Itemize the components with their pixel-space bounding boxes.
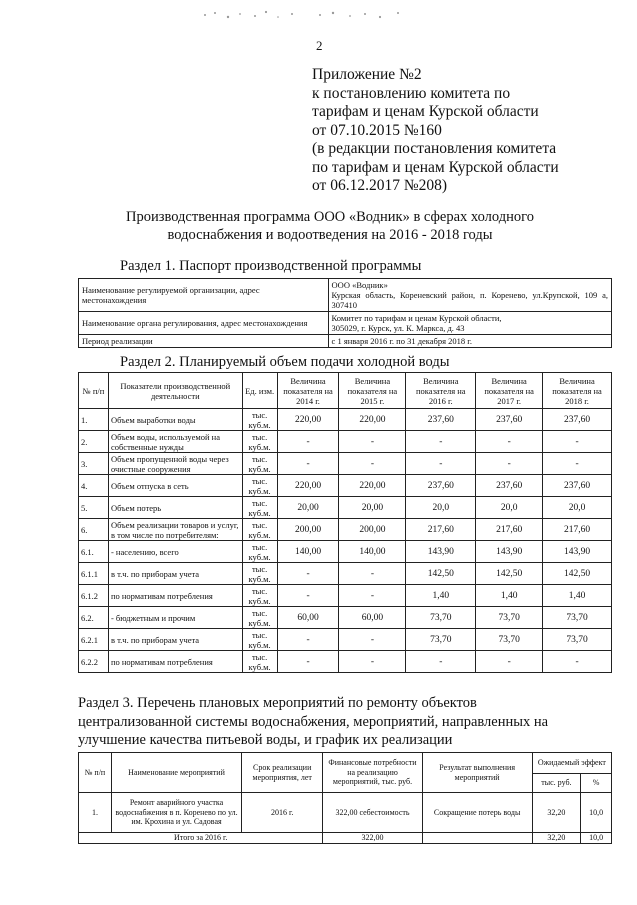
cell-finance: 322,00 себестоимость (323, 793, 422, 833)
cell-value: 140,00 (277, 541, 339, 563)
total-rub: 32,20 (532, 833, 580, 844)
col-header: Срок реализации мероприятия, лет (241, 753, 322, 793)
cell-num: 6.2.1 (79, 629, 109, 651)
cell-value: 143,90 (476, 541, 543, 563)
col-header: Величина показателя на 2017 г. (476, 373, 543, 409)
cell-num: 2. (79, 431, 109, 453)
cell-result: Сокращение потерь воды (422, 793, 532, 833)
cell-num: 6.1.2 (79, 585, 109, 607)
passport-label: Наименование органа регулирования, адрес местонахождения (79, 312, 329, 335)
table-row (79, 793, 612, 833)
cell-effect-rub: 32,20 (532, 793, 580, 833)
cell-indicator: Объем потерь (108, 497, 242, 519)
appendix-line: (в редакции постановления комитета (312, 140, 557, 157)
cell-indicator: Объем отпуска в сеть (108, 475, 242, 497)
cell-value: 142,50 (476, 563, 543, 585)
table-row (79, 497, 612, 519)
cell-value: - (406, 651, 476, 673)
table-row (79, 475, 612, 497)
col-header: Показатели производственной деятельности (108, 373, 242, 409)
table-row (79, 312, 612, 335)
table-row (79, 629, 612, 651)
cell-effect-pct: 10,0 (581, 793, 612, 833)
cell-value: - (339, 585, 406, 607)
passport-value-line: ООО «Водник» (331, 280, 388, 290)
cell-value: 73,70 (476, 629, 543, 651)
cell-value: - (339, 651, 406, 673)
cell-unit: тыс. куб.м. (242, 607, 277, 629)
table-row (79, 279, 612, 312)
table-header-row (79, 373, 612, 409)
table-row (79, 563, 612, 585)
total-pct: 10,0 (581, 833, 612, 844)
cell-value: 20,00 (277, 497, 339, 519)
cell-value: 237,60 (406, 409, 476, 431)
cell-value: - (476, 431, 543, 453)
passport-value-line: 305029, г. Курск, ул. К. Маркса, д. 43 (331, 323, 465, 333)
passport-value (328, 335, 611, 348)
cell-num: 1. (79, 409, 109, 431)
passport-value-line: Курская область, Кореневский район, п. Коренево, ул.Крупской, 109 а, 307410 (331, 290, 608, 310)
appendix-line: от 07.10.2015 №160 (312, 121, 442, 139)
cell-value: 200,00 (339, 519, 406, 541)
cell-value: 237,60 (476, 409, 543, 431)
cell-indicator: Объем реализации товаров и услуг, в том числе по потребителям: (108, 519, 242, 541)
cell-value: 73,70 (476, 607, 543, 629)
cell-value: 20,0 (476, 497, 543, 519)
cell-num: 6. (79, 519, 109, 541)
cell-value: 20,0 (406, 497, 476, 519)
passport-label: Период реализации (79, 335, 329, 348)
passport-value (328, 279, 611, 312)
cell-value: - (476, 651, 543, 673)
cell-value: - (476, 453, 543, 475)
cell-value: - (543, 431, 612, 453)
cell-value: 1,40 (406, 585, 476, 607)
cell-indicator: в т.ч. по приборам учета (108, 629, 242, 651)
cell-unit: тыс. куб.м. (242, 519, 277, 541)
cell-num: 4. (79, 475, 109, 497)
cell-unit: тыс. куб.м. (242, 497, 277, 519)
cell-num: 1. (79, 793, 112, 833)
col-header: Величина показателя на 2014 г. (277, 373, 339, 409)
cell-value: - (543, 453, 612, 475)
cell-value: 217,60 (543, 519, 612, 541)
cell-unit: тыс. куб.м. (242, 585, 277, 607)
cell-indicator: - населению, всего (108, 541, 242, 563)
volume-table (78, 372, 612, 673)
section3-heading-line: Раздел 3. Перечень плановых мероприятий по ремонту объектов (78, 695, 477, 711)
cell-value: 142,50 (406, 563, 476, 585)
col-header: тыс. руб. (532, 774, 580, 793)
scan-noise (200, 8, 410, 22)
cell-value: 220,00 (277, 409, 339, 431)
table-row (79, 541, 612, 563)
cell-name: Ремонт аварийного участка водоснабжения в п. Коренево по ул. им. Крохина и ул. Садовая (112, 793, 242, 833)
table-row (79, 431, 612, 453)
cell-value: 73,70 (543, 607, 612, 629)
passport-label: Наименование регулируемой организации, адрес местонахождения (79, 279, 329, 312)
cell-value: 20,00 (339, 497, 406, 519)
table-row (79, 409, 612, 431)
cell-value: 220,00 (277, 475, 339, 497)
cell-value: 237,60 (406, 475, 476, 497)
cell-value: 237,60 (476, 475, 543, 497)
title-line: водоснабжения и водоотведения на 2016 - 2018 годы (167, 227, 493, 243)
col-header: Величина показателя на 2016 г. (406, 373, 476, 409)
cell-num: 6.2. (79, 607, 109, 629)
cell-indicator: - бюджетным и прочим (108, 607, 242, 629)
cell-unit: тыс. куб.м. (242, 475, 277, 497)
cell-value: - (277, 563, 339, 585)
cell-num: 6.1.1 (79, 563, 109, 585)
cell-value: - (277, 431, 339, 453)
cell-value: - (339, 431, 406, 453)
cell-value: 237,60 (543, 475, 612, 497)
cell-unit: тыс. куб.м. (242, 541, 277, 563)
page-number: 2 (316, 38, 323, 53)
col-header: № п/п (79, 753, 112, 793)
col-header: % (581, 774, 612, 793)
col-header: Финансовые потребности на реализацию мероприятий, тыс. руб. (323, 753, 422, 793)
section3-heading (78, 694, 612, 750)
section3-heading-line: централизованной системы водоснабжения, мероприятий, направленных на (78, 713, 549, 730)
cell-value: 220,00 (339, 475, 406, 497)
cell-value: - (406, 453, 476, 475)
cell-value: 143,90 (406, 541, 476, 563)
total-empty (422, 833, 532, 844)
table-row (79, 607, 612, 629)
col-header: Наименование мероприятий (112, 753, 242, 793)
table-row (79, 585, 612, 607)
section3-heading-line: улучшение качества питьевой воды, и график их реализации (78, 732, 453, 748)
cell-value: 140,00 (339, 541, 406, 563)
cell-value: 217,60 (476, 519, 543, 541)
cell-value: 20,0 (543, 497, 612, 519)
cell-value: 60,00 (339, 607, 406, 629)
cell-indicator: Объем выработки воды (108, 409, 242, 431)
cell-term: 2016 г. (241, 793, 322, 833)
total-label: Итого за 2016 г. (79, 833, 323, 844)
cell-value: 73,70 (543, 629, 612, 651)
cell-indicator: Объем воды, используемой на собственные нужды (108, 431, 242, 453)
col-header: Ожидаемый эффект (532, 753, 611, 774)
cell-num: 6.1. (79, 541, 109, 563)
cell-indicator: по нормативам потребления (108, 585, 242, 607)
col-header: № п/п (79, 373, 109, 409)
section2-heading: Раздел 2. Планируемый объем подачи холодной воды (120, 354, 450, 370)
table-row (79, 335, 612, 348)
table-header-row (79, 753, 612, 774)
passport-value (328, 312, 611, 335)
col-header: Величина показателя на 2015 г. (339, 373, 406, 409)
cell-value: 200,00 (277, 519, 339, 541)
cell-value: 60,00 (277, 607, 339, 629)
cell-value: - (339, 563, 406, 585)
cell-unit: тыс. куб.м. (242, 431, 277, 453)
appendix-line: Приложение №2 (312, 66, 422, 83)
cell-value: - (277, 629, 339, 651)
cell-num: 6.2.2 (79, 651, 109, 673)
cell-value: 73,70 (406, 629, 476, 651)
passport-value-line: Комитет по тарифам и ценам Курской области, (331, 313, 502, 323)
table-row (79, 519, 612, 541)
cell-unit: тыс. куб.м. (242, 629, 277, 651)
passport-value-line: с 1 января 2016 г. по 31 декабря 2018 г. (331, 336, 472, 346)
table-total-row (79, 833, 612, 844)
cell-value: 143,90 (543, 541, 612, 563)
cell-value: 1,40 (543, 585, 612, 607)
cell-value: 237,60 (543, 409, 612, 431)
col-header: Результат выполнения мероприятий (422, 753, 532, 793)
appendix-line: от 06.12.2017 №208) (312, 177, 448, 194)
cell-value: 73,70 (406, 607, 476, 629)
cell-unit: тыс. куб.м. (242, 453, 277, 475)
cell-unit: тыс. куб.м. (242, 651, 277, 673)
appendix-line: к постановлению комитета по (312, 84, 511, 102)
document-title (100, 208, 560, 244)
cell-value: - (543, 651, 612, 673)
cell-value: - (277, 585, 339, 607)
cell-indicator: Объем пропущенной воды через очистные сооружения (108, 453, 242, 475)
cell-value: - (339, 629, 406, 651)
measures-table (78, 752, 612, 844)
title-line: Производственная программа ООО «Водник» в сферах холодного (126, 209, 534, 225)
cell-value: 1,40 (476, 585, 543, 607)
cell-value: - (339, 453, 406, 475)
cell-value: 220,00 (339, 409, 406, 431)
passport-table (78, 278, 612, 348)
cell-value: 217,60 (406, 519, 476, 541)
cell-num: 5. (79, 497, 109, 519)
table-row (79, 453, 612, 475)
cell-indicator: в т.ч. по приборам учета (108, 563, 242, 585)
appendix-line: по тарифам и ценам Курской области (312, 158, 559, 176)
total-finance: 322,00 (323, 833, 422, 844)
cell-num: 3. (79, 453, 109, 475)
cell-value: 142,50 (543, 563, 612, 585)
appendix-line: тарифам и ценам Курской области (312, 103, 539, 120)
appendix-block (312, 66, 612, 196)
cell-unit: тыс. куб.м. (242, 563, 277, 585)
cell-value: - (277, 453, 339, 475)
cell-value: - (277, 651, 339, 673)
cell-unit: тыс. куб.м. (242, 409, 277, 431)
table-row (79, 651, 612, 673)
cell-value: - (406, 431, 476, 453)
col-header: Величина показателя на 2018 г. (543, 373, 612, 409)
section1-heading: Раздел 1. Паспорт производственной программы (120, 258, 422, 274)
col-header: Ед. изм. (242, 373, 277, 409)
cell-indicator: по нормативам потребления (108, 651, 242, 673)
